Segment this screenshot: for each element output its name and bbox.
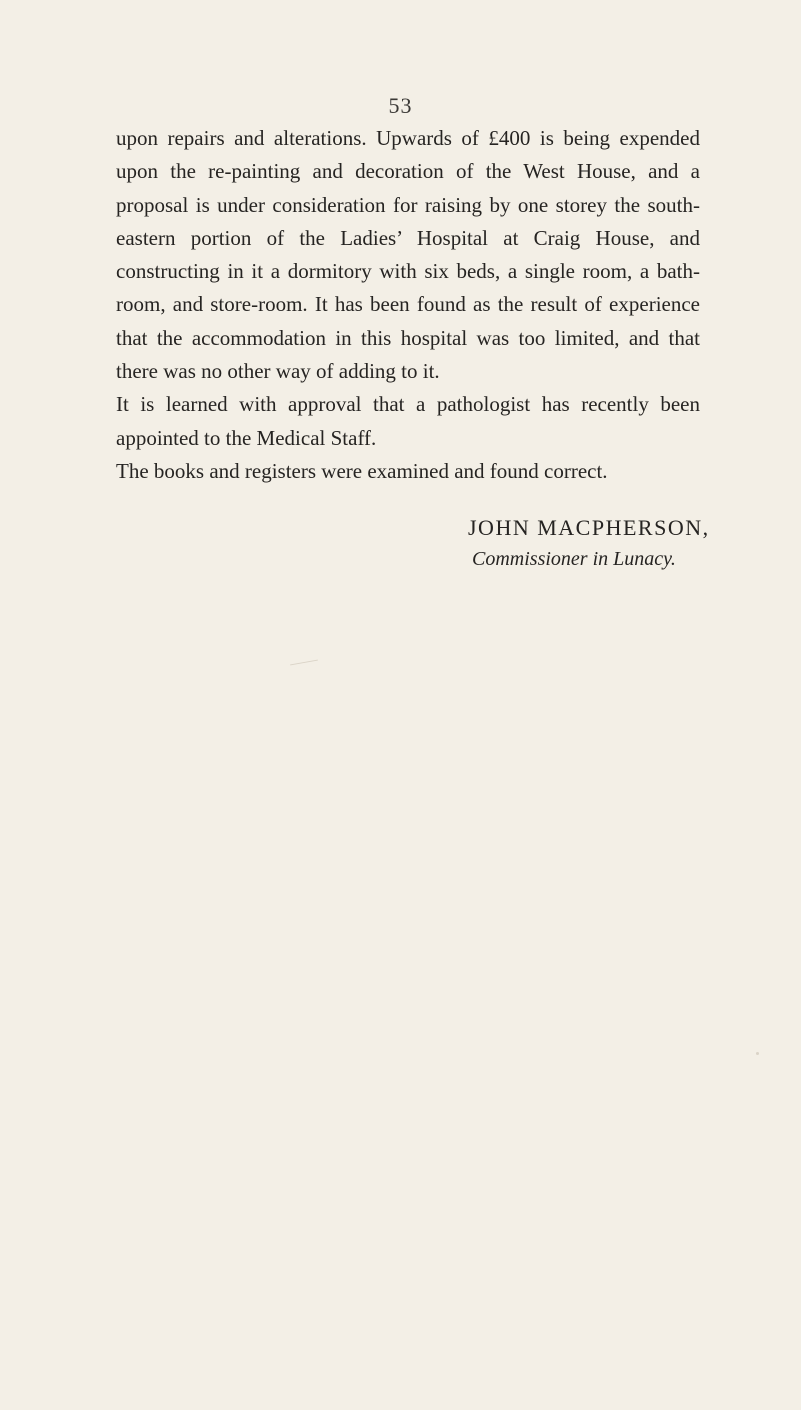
signatory-title: Commissioner in Lunacy.: [472, 548, 676, 570]
paragraph-pathologist: It is learned with approval that a pathologist has recently been appointed to the Medical Staff.: [116, 392, 700, 450]
paper-speck: [756, 1052, 759, 1055]
signatory-name: JOHN MACPHERSON,: [468, 515, 710, 540]
signature-block: [468, 513, 768, 573]
paragraph-repairs: upon repairs and alterations. Upwards of £400 is being expended upon the re-painting and decoration of the West House, and a proposal is under consideration for raising by one storey the south-eastern portion of the Ladies’ Hospital at Craig House, and constructing in it a dormitory with six beds, a single room, a bath-room, and store-room. It has been found as the result of experience that the accommodation in this hospital was too limited, and that there was no other way of adding to it.: [116, 126, 700, 384]
page-number: 53: [388, 93, 413, 118]
paragraph-books: The books and registers were examined and found correct.: [116, 458, 608, 483]
paper-fibre-mark: [290, 660, 318, 666]
body-text: [116, 122, 700, 488]
